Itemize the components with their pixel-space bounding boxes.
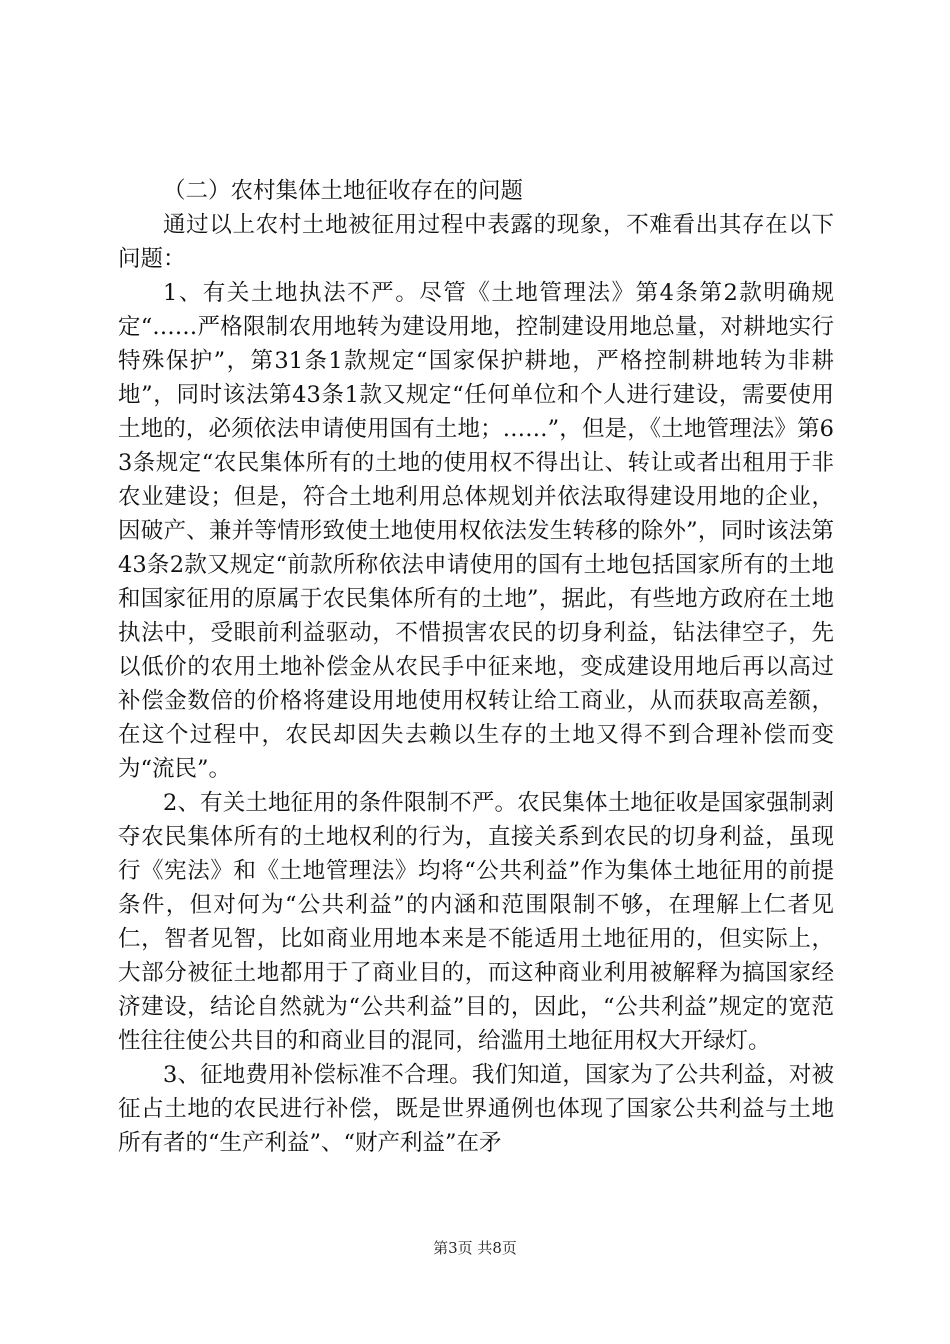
document-body bbox=[118, 174, 834, 1160]
paragraph-intro: 通过以上农村土地被征用过程中表露的现象，不难看出其存在以下问题： bbox=[118, 212, 834, 272]
paragraph-point-1: 1、有关土地执法不严。尽管《土地管理法》第4条第2款明确规定“……严格限制农用地转为建设用地，控制建设用地总量，对耕地实行特殊保护”，第31条1款规定“国家保护耕地，严格控制耕地转为非耕地”，同时该法第43条1款又规定“任何单位和个人进行建设，需要使用土地的，必须依法申请使用国有土地；……”，但是，《土地管理法》第63条规定“农民集体所有的土地的使用权不得出让、转让或者出租用于非农业建设；但是，符合土地利用总体规划并依法取得建设用地的企业，因破产、兼并等情形致使土地使用权依法发生转移的除外”，同时该法第43条2款又规定“前款所称依法申请使用的国有土地包括国家所有的土地和国家征用的原属于农民集体所有的土地”，据此，有些地方政府在土地执法中，受眼前利益驱动，不惜损害农民的切身利益，钻法律空子，先以低价的农用土地补偿金从农民手中征来地，变成建设用地后再以高过补偿金数倍的价格将建设用地使用权转让给工商业，从而获取高差额，在这个过程中，农民却因失去赖以生存的土地又得不到合理补偿而变为“流民”。 bbox=[118, 280, 834, 782]
page-number-footer: 第3页 共8页 bbox=[433, 1239, 517, 1257]
paragraph-point-2: 2、有关土地征用的条件限制不严。农民集体土地征收是国家强制剥夺农民集体所有的土地权利的行为，直接关系到农民的切身利益，虽现行《宪法》和《土地管理法》均将“公共利益”作为集体土地征用的前提条件，但对何为“公共利益”的内涵和范围限制不够，在理解上仁者见仁，智者见智，比如商业用地本来是不能适用土地征用的，但实际上，大部分被征土地都用于了商业目的，而这种商业利用被解释为搞国家经济建设，结论自然就为“公共利益”目的，因此，“公共利益”规定的宽范性往往使公共目的和商业目的混同，给滥用土地征用权大开绿灯。 bbox=[118, 790, 834, 1054]
paragraph-point-3: 3、征地费用补偿标准不合理。我们知道，国家为了公共利益，对被征占土地的农民进行补偿，既是世界通例也体现了国家公共利益与土地所有者的“生产利益”、“财产利益”在矛 bbox=[118, 1062, 834, 1156]
section-heading: （二）农村集体土地征收存在的问题 bbox=[163, 178, 524, 204]
